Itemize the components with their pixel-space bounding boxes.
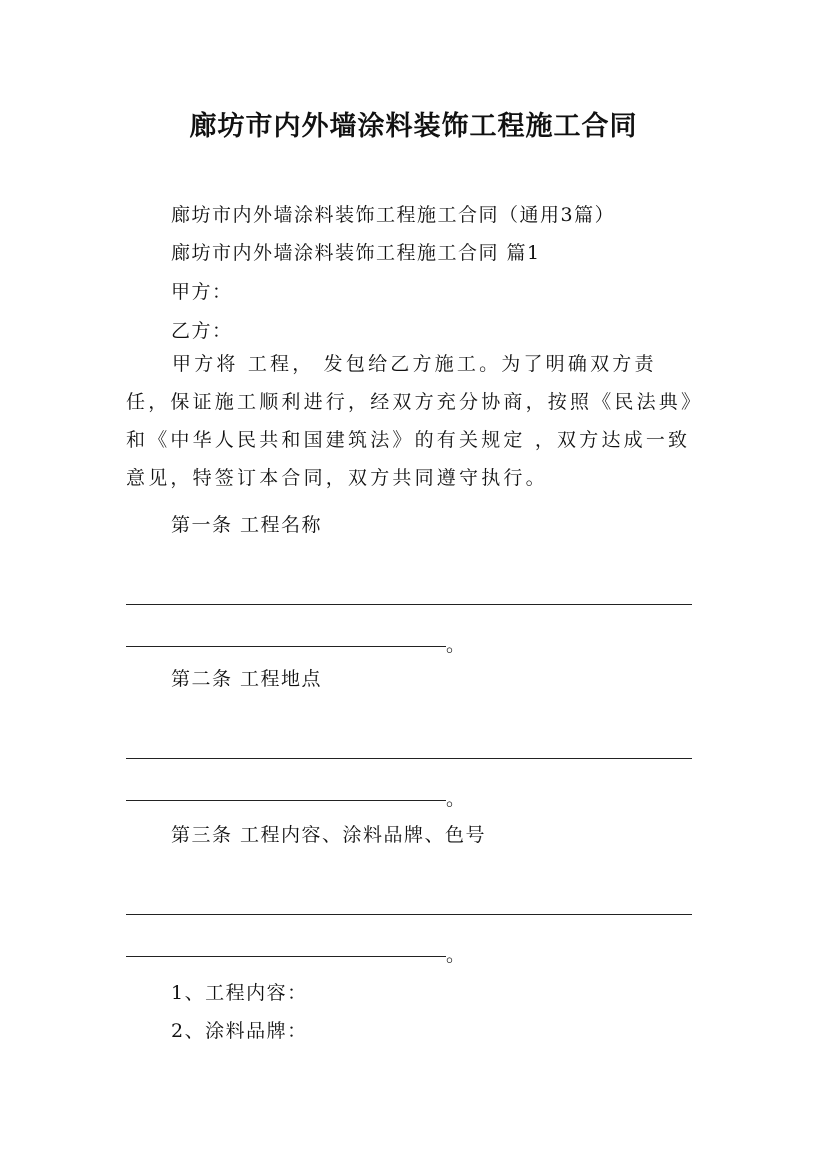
clause-1-end: 。 (446, 634, 466, 656)
clause-1-heading: 第一条 工程名称 (171, 514, 323, 536)
item-paint-brand: 2、涂料品牌： (171, 1020, 308, 1042)
clause-2-blank-line (126, 758, 692, 759)
clause-2-end: 。 (446, 788, 466, 810)
clause-3-blank-line-short (126, 956, 446, 957)
clause-3-blank-line (126, 914, 692, 915)
clause-3-heading: 第三条 工程内容、涂料品牌、色号 (171, 824, 487, 846)
intro-text: 甲方将 工程， 发包给乙方施工。为了明确双方责任，保证施工顺利进行，经双方充分协商，按照《民法典》和《中华人民共和国建筑法》的有关规定 ，双方达成一致意见，特签订本合同，双方共同遵守执行。 (126, 353, 694, 489)
document-title: 廊坊市内外墙涂料装饰工程施工合同 (189, 111, 638, 142)
party-b-label: 乙方： (171, 320, 233, 342)
clause-3-end: 。 (446, 944, 466, 966)
clause-2-heading: 第二条 工程地点 (171, 668, 323, 690)
document-subtitle: 廊坊市内外墙涂料装饰工程施工合同（通用3篇） (171, 204, 616, 226)
party-a-label: 甲方： (171, 281, 233, 303)
clause-1-blank-line (126, 604, 692, 605)
item-project-content: 1、工程内容： (171, 982, 308, 1004)
intro-paragraph (126, 345, 701, 497)
clause-1-blank-line-short (126, 646, 446, 647)
clause-2-blank-line-short (126, 800, 446, 801)
article-heading: 廊坊市内外墙涂料装饰工程施工合同 篇1 (171, 242, 541, 264)
